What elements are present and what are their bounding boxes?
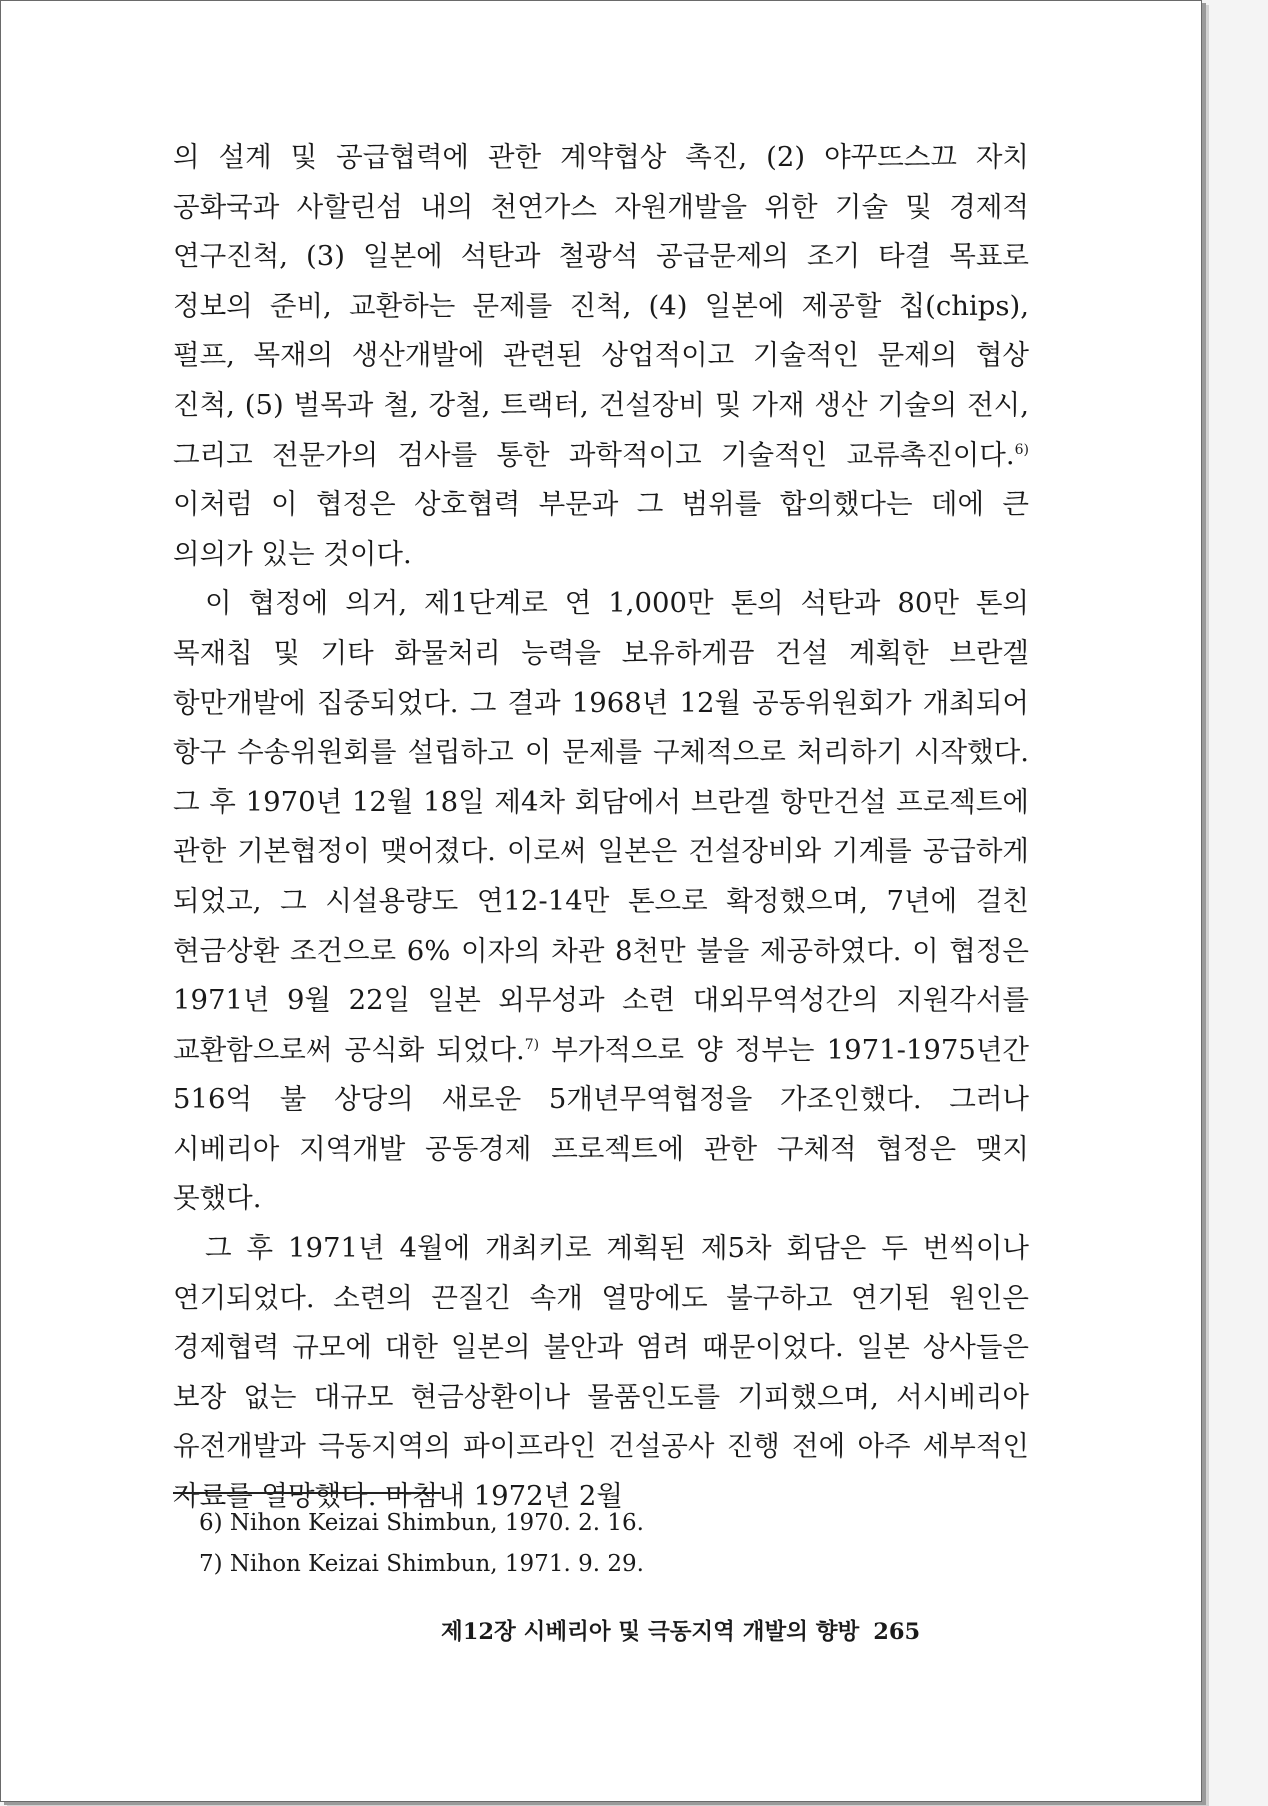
footnote-7: 7) Nihon Keizai Shimbun, 1971. 9. 29. (199, 1551, 644, 1577)
page-number: 265 (873, 1619, 921, 1645)
paragraph-1-text: 의 설계 및 공급협력에 관한 계약협상 촉진, (2) 야꾸뜨스끄 자치 공화국과 사할린섬 내의 천연가스 자원개발을 위한 기술 및 경제적 연구진척, (3) 일본에 석탄과 철광석 공급문제의 조기 타결 목표로 정보의 준비, 교환하는 문제를 진척, (4) 일본에 제공할 칩(chips), 펄프, 목재의 생산개발에 관련된 상업적이고 기술적인 문제의 협상 진척, (5) 벌목과 철, 강철, 트랙터, 건설장비 및 가재 생산 기술의 전시, 그리고 전문가의 검사를 통한 과학적이고 기술적인 교류촉진이다. (173, 141, 1029, 471)
chapter-title: 제12장 시베리아 및 극동지역 개발의 향방 (441, 1619, 860, 1645)
paragraph-1 (173, 133, 1029, 579)
footnote-ref-6[interactable]: 6) (1014, 441, 1029, 458)
footnotes (199, 1503, 999, 1585)
paragraph-3-text: 그 후 1971년 4월에 개최키로 계획된 제5차 회담은 두 번씩이나 연기되었다. 소련의 끈질긴 속개 열망에도 불구하고 연기된 원인은 경제협력 규모에 대한 일본의 불안과 염려 때문이었다. 일본 상사들은 보장 없는 대규모 현금상환이나 물품인도를 기피했으며, 서시베리아 유전개발과 극동지역의 파이프라인 건설공사 진행 전에 아주 세부적인 자료를 열망했다. 마침내 1972년 2월 (173, 1232, 1029, 1513)
body-text (173, 133, 1029, 1522)
paragraph-2-text-continued: 부가적으로 양 정부는 1971-1975년간 516억 불 상당의 새로운 5개년무역협정을 가조인했다. 그러나 시베리아 지역개발 공동경제 프로젝트에 관한 구체적 협정은 맺지 못했다. (173, 1033, 1029, 1215)
paragraph-3 (173, 1224, 1029, 1522)
footnote-divider (173, 1492, 441, 1494)
footnote-ref-7[interactable]: 7) (524, 1036, 540, 1053)
running-footer (441, 1615, 1041, 1649)
paragraph-2 (173, 579, 1029, 1224)
paragraph-2-text: 이 협정에 의거, 제1단계로 연 1,000만 톤의 석탄과 80만 톤의 목재칩 및 기타 화물처리 능력을 보유하게끔 건설 계획한 브란겔 항만개발에 집중되었다. 그 결과 1968년 12월 공동위원회가 개최되어 항구 수송위원회를 설립하고 이 문제를 구체적으로 처리하기 시작했다. 그 후 1970년 12월 18일 제4차 회담에서 브란겔 항만건설 프로젝트에 관한 기본협정이 맺어졌다. 이로써 일본은 건설장비와 기계를 공급하게 되었고, 그 시설용량도 연12-14만 톤으로 확정했으며, 7년에 걸친 현금상환 조건으로 6% 이자의 차관 8천만 불을 제공하였다. 이 협정은 1971년 9월 22일 일본 외무성과 소련 대외무역성간의 지원각서를 교환함으로써 공식화 되었다. (173, 587, 1029, 1066)
footnote-6: 6) Nihon Keizai Shimbun, 1970. 2. 16. (199, 1510, 644, 1536)
paragraph-1-text-continued: 이처럼 이 협정은 상호협력 부문과 그 범위를 합의했다는 데에 큰 의의가 있는 것이다. (173, 488, 1029, 570)
